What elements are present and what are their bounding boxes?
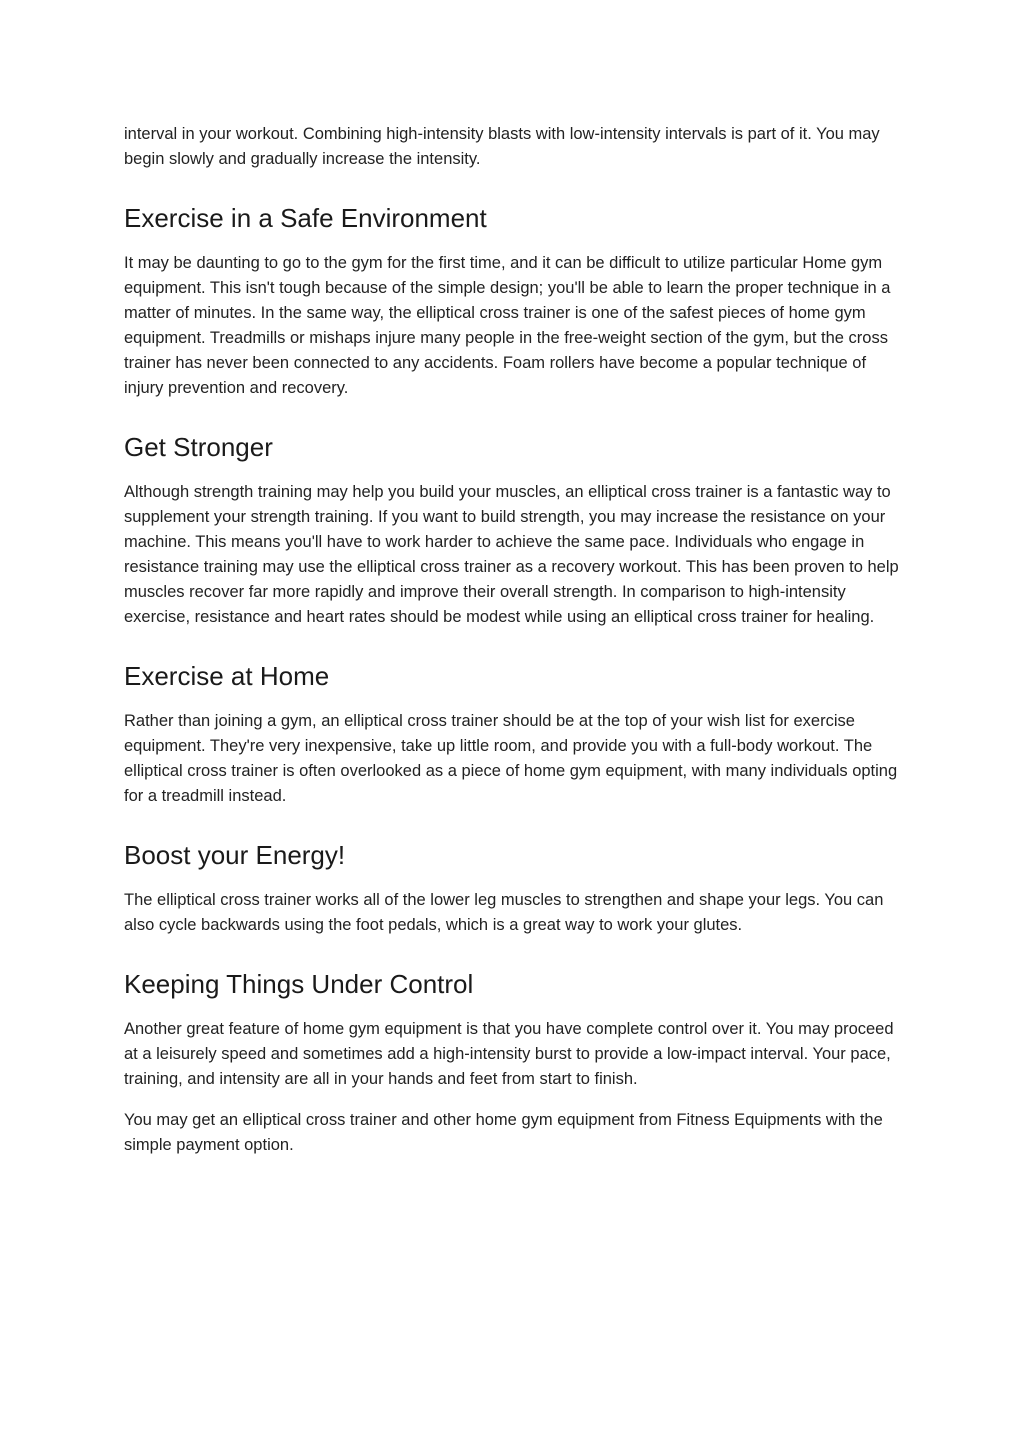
paragraph-boost-energy: The elliptical cross trainer works all of the lower leg muscles to strengthen and shape your legs. You can also cycle backwards using the foot pedals, which is a great way to work your glutes. bbox=[124, 891, 884, 934]
heading-get-stronger: Get Stronger bbox=[124, 432, 273, 462]
heading-under-control: Keeping Things Under Control bbox=[124, 969, 474, 999]
paragraph-under-control: Another great feature of home gym equipment is that you have complete control over it. You may proceed at a leisurely speed and sometimes add a high-intensity burst to provide a low-impact interval. Your pace, training, and intensity are all in your hands and feet from start to finish. bbox=[124, 1020, 894, 1088]
paragraph-get-stronger: Although strength training may help you build your muscles, an elliptical cross trainer is a fantastic way to supplement your strength training. If you want to build strength, you may increase the resistance on your machine. This means you'll have to work harder to achieve the same pace. Individuals who engage in resistance training may use the elliptical cross trainer as a recovery workout. This has been proven to help muscles recover far more rapidly and improve their overall strength. In comparison to high-intensity exercise, resistance and heart rates should be modest while using an elliptical cross trainer for healing. bbox=[124, 483, 899, 626]
heading-safe-environment: Exercise in a Safe Environment bbox=[124, 203, 487, 233]
paragraph-safe-environment: It may be daunting to go to the gym for the first time, and it can be difficult to utilize particular Home gym equipment. This isn't tough because of the simple design; you'll be able to learn the proper technique in a matter of minutes. In the same way, the elliptical cross trainer is one of the safest pieces of home gym equipment. Treadmills or mishaps injure many people in the free-weight section of the gym, but the cross trainer has never been connected to any accidents. Foam rollers have become a popular technique of injury prevention and recovery. bbox=[124, 254, 891, 397]
heading-exercise-at-home: Exercise at Home bbox=[124, 661, 330, 691]
paragraph-exercise-at-home: Rather than joining a gym, an elliptical cross trainer should be at the top of your wish list for exercise equipment. They're very inexpensive, take up little room, and provide you with a full-body workout. The elliptical cross trainer is often overlooked as a piece of home gym equipment, with many individuals opting for a treadmill instead. bbox=[124, 712, 898, 805]
paragraph-closing: You may get an elliptical cross trainer and other home gym equipment from Fitness Equipments with the simple payment option. bbox=[124, 1111, 883, 1154]
heading-boost-energy: Boost your Energy! bbox=[124, 840, 346, 870]
intro-paragraph: interval in your workout. Combining high-intensity blasts with low-intensity intervals is part of it. You may begin slowly and gradually increase the intensity. bbox=[124, 125, 880, 168]
document-page bbox=[124, 122, 899, 1158]
